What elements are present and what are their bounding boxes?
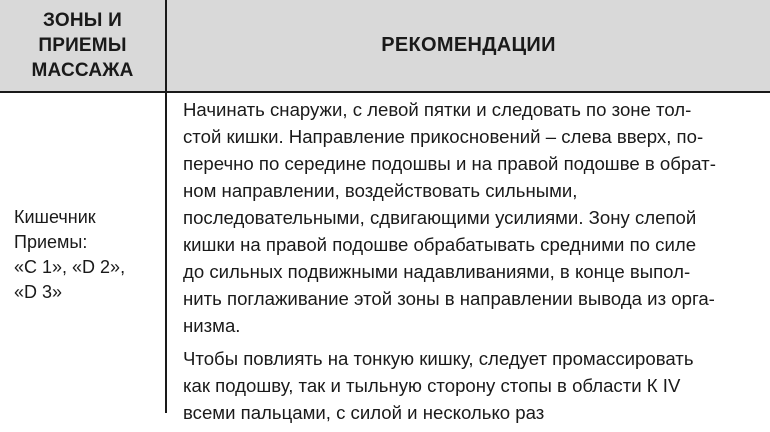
recommendation-cell [183, 96, 758, 432]
header-recommendations: РЕКОМЕНДАЦИИ [381, 34, 556, 56]
zone-cell [14, 205, 162, 305]
recommendation-paragraph [183, 345, 758, 426]
text-line: кишки на правой подошве обрабатывать средними по силе [183, 234, 697, 255]
header-left-line: ПРИЕМЫ [38, 35, 127, 56]
recommendation-paragraph [183, 96, 758, 339]
text-line: всеми пальцами, с силой и несколько раз [183, 402, 545, 423]
text-line: Начинать снаружи, с левой пятки и следовать по зоне тол- [183, 99, 692, 120]
zone-line: «D 3» [14, 282, 63, 302]
text-line: до сильных подвижными надавливаниями, в конце выпол- [183, 261, 691, 282]
text-line: Чтобы повлиять на тонкую кишку, следует промассировать [183, 348, 694, 369]
text-line: последовательными, сдвигающими усилиями. Зону слепой [183, 207, 697, 228]
header-zones-techniques [0, 0, 165, 91]
text-line: низма. [183, 315, 241, 336]
header-left-line: МАССАЖА [31, 60, 134, 81]
text-line: перечно по середине подошвы и на правой подошве в обрат- [183, 153, 716, 174]
zone-line: «С 1», «D 2», [14, 257, 126, 277]
column-divider [165, 0, 167, 413]
text-line: стой кишки. Направление прикосновений – слева вверх, по- [183, 126, 704, 147]
text-line: ном направлении, воздействовать сильными, [183, 180, 578, 201]
text-line: как подошву, так и тыльную сторону стопы в области К IV [183, 375, 681, 396]
zone-line: Кишечник [14, 207, 96, 227]
text-line: нить поглаживание этой зоны в направлении вывода из орга- [183, 288, 715, 309]
header-left-line: ЗОНЫ И [43, 10, 122, 31]
zone-line: Приемы: [14, 232, 88, 252]
